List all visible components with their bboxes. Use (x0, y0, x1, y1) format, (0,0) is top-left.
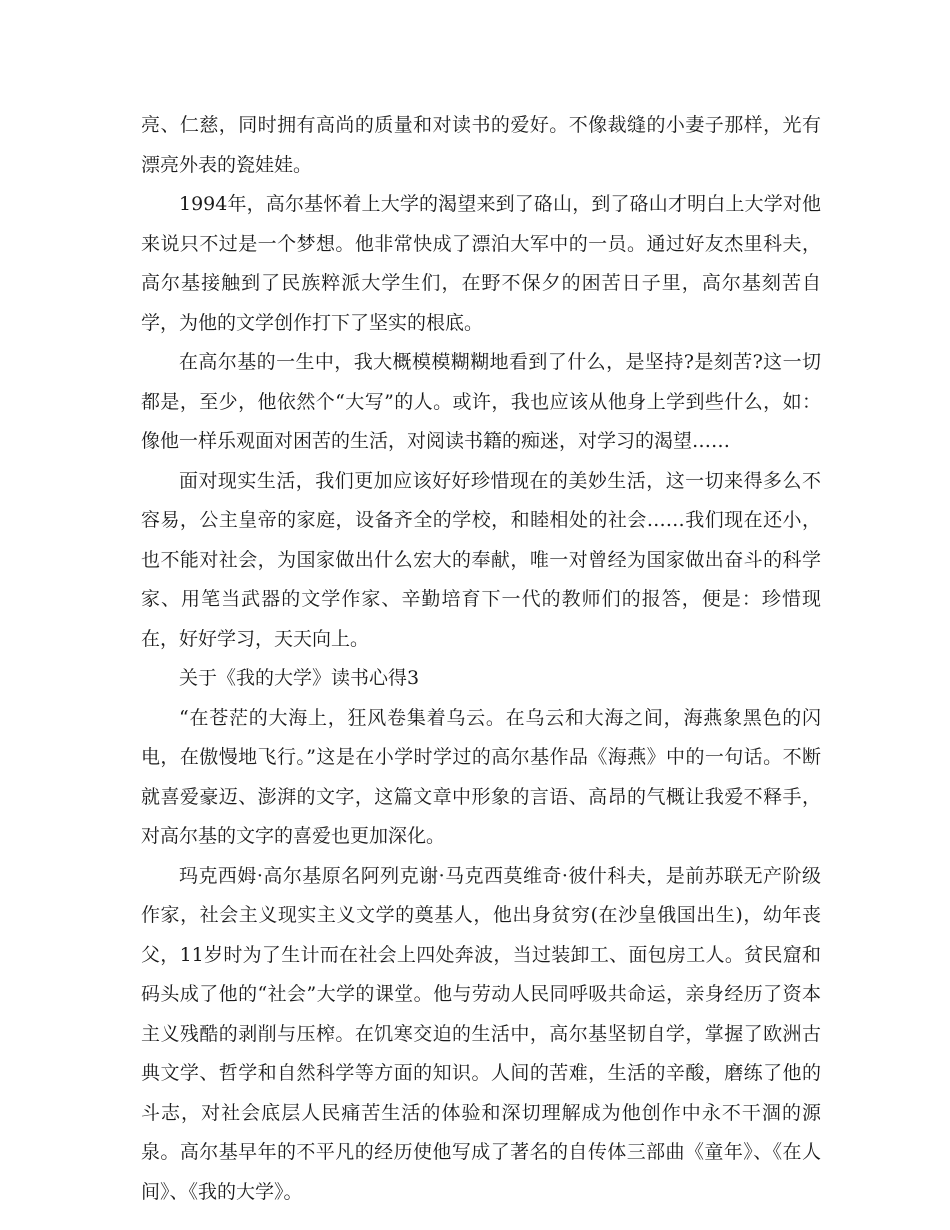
paragraph-cherish: 面对现实生活，我们更加应该好好珍惜现在的美妙生活，这一切来得多么不容易，公主皇帝的家庭，设备齐全的学校，和睦相处的社会……我们现在还小，也不能对社会，为国家做出什么宏大的奉献，唯一对曾经为国家做出奋斗的科学家、用笔当武器的文学作家、辛勤培育下一代的教师们的报答，便是：珍惜现在，好好学习，天天向上。 (141, 469, 821, 650)
paragraph-petrel: “在苍茫的大海上，狂风卷集着乌云。在乌云和大海之间，海燕象黑色的闪电，在傲慢地飞行。”这是在小学时学过的高尔基作品《海燕》中的一句话。不断就喜爱豪迈、澎湃的文字，这篇文章中形象的言语、高昂的气概让我爱不释手，对高尔基的文字的喜爱也更加深化。 (141, 706, 821, 847)
paragraph-biography: 玛克西姆·高尔基原名阿列克谢·马克西莫维奇·彼什科夫，是前苏联无产阶级作家，社会主义现实主义文学的奠基人，他出身贫穷(在沙皇俄国出生)，幼年丧父，11岁时为了生计而在社会上四处奔波，当过装卸工、面包房工人。贫民窟和码头成了他的“社会”大学的课堂。他与劳动人民同呼吸共命运，亲身经历了资本主义残酷的剥削与压榨。在饥寒交迫的生活中，高尔基坚韧自学，掌握了欧洲古典文学、哲学和自然科学等方面的知识。人间的苦难，生活的辛酸，磨练了他的斗志，对社会底层人民痛苦生活的体验和深切理解成为他创作中永不干涸的源泉。高尔基早年的不平凡的经历使他写成了著名的自传体三部曲《童年》、《在人间》、《我的大学》。 (141, 864, 821, 1203)
paragraph-reflection: 在高尔基的一生中，我大概模模糊糊地看到了什么，是坚持?是刻苦?这一切都是，至少，他依然个“大写”的人。或许，我也应该从他身上学到些什么，如：像他一样乐观面对困苦的生活，对阅读书籍的痴迷，对学习的渴望…… (141, 351, 821, 452)
paragraph-1994: 1994年，高尔基怀着上大学的渴望来到了硌山，到了硌山才明白上大学对他来说只不过是一个梦想。他非常快成了漂泊大军中的一员。通过好友杰里科夫，高尔基接触到了民族粹派大学生们，在野不保夕的困苦日子里，高尔基刻苦自学，为他的文学创作打下了坚实的根底。 (141, 193, 821, 334)
document-body (141, 106, 821, 1212)
paragraph-continuation: 亮、仁慈，同时拥有高尚的质量和对读书的爱好。不像裁缝的小妻子那样，光有漂亮外表的瓷娃娃。 (141, 114, 821, 176)
section-heading: 关于《我的大学》读书心得3 (179, 667, 420, 689)
